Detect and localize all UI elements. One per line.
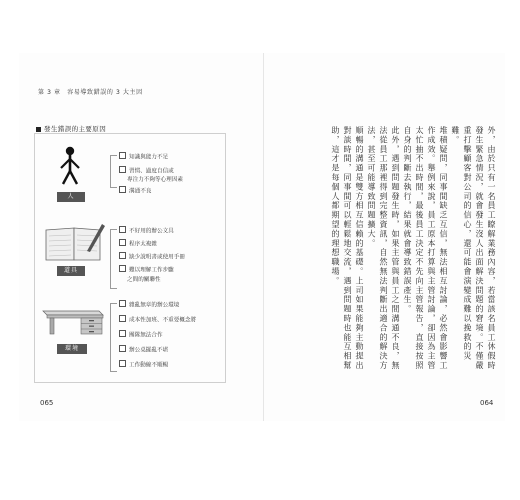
notebook-pen-icon [44,224,106,262]
checkbox-icon [119,186,126,193]
page-number-right: 064 [480,399,494,407]
reason-text: 團隊無法合作 [129,332,163,339]
bracket-environment [110,303,117,372]
section-label-person: 人 [57,192,85,202]
checkbox-icon [119,152,126,159]
paragraph: 此外，遇到問題發生時，如果主管與員工之間溝通不良，無法從員工那裡得到完整資訊，自然無法判斷出適合的解決方法，甚至可能導致問題擴大。 [367,126,400,371]
chapter-header: 第 3 章 容易導致錯誤的 3 大主因 [38,89,143,96]
reason-continuation: 之間的關聯性 [127,277,161,283]
paragraph: 外，由於只有一名員工瞭解業務內容，若當該名員工休假時發生緊急情況，就會發生沒人出面解決問題的窘境。不僅嚴重打擊顧客對公司的信心，還可能會演變成難以挽救的災難。 [451,126,496,371]
reason-item [119,360,168,370]
checkbox-icon [119,360,126,367]
checkbox-icon [119,330,126,337]
reason-item [119,315,196,325]
figure-title [36,124,106,133]
body-text-vertical [297,126,497,374]
bullet-square-icon [36,127,41,132]
reason-item [119,345,168,355]
reason-item [119,186,151,196]
reason-item [119,330,163,340]
reason-item [119,239,157,249]
checkbox-icon [119,252,126,259]
reason-item [119,252,185,262]
reason-text: 缺少說明書或使用手冊 [129,254,185,261]
page-gutter [263,53,264,421]
reason-text: 不好用的辦公文具 [129,228,174,235]
section-label-tools: 道具 [57,266,85,276]
person-stick-figure-icon [57,146,83,186]
reason-text: 習慣、過度自信或 [129,168,174,175]
reason-text: 辦公桌擺亂不堪 [129,347,169,354]
reason-text: 溝通不良 [129,188,152,195]
reason-item [119,152,168,162]
paragraph: 堆積疑問，同事間缺乏互信，無法相互討論，必然會影響工作成效。舉例來說，員工原本打算與主管討論，卻因為主管太忙抽不出時間，最後員工決定不先向主管報告，直接按照自身的判斷去執行，結果就會導致錯誤產生。 [403,126,448,371]
checkbox-icon [119,300,126,307]
reason-text: 工作動線不順暢 [129,362,169,369]
checkbox-icon [119,226,126,233]
reason-text: 成本性加班、不重要概念將 [129,317,197,324]
paragraph: 順暢的溝通是雙方相互信賴的基礎。上司如果能夠主動提出對談時間，同事間可以輕鬆地交流，遇到問題時也能互相幫助，這才是每個人都期望的理想職場。 [331,126,364,371]
bracket-tools [110,229,117,289]
section-label-environment: 環境 [57,344,87,354]
checkbox-icon [119,239,126,246]
reason-text: 難以理解工作步驟 [129,267,174,274]
reason-text: 雜亂無章的辦公環境 [129,302,180,309]
reason-text: 知識與能力不足 [129,154,169,161]
reason-continuation: 專注力不夠等心理因素 [127,177,183,183]
checkbox-icon [119,345,126,352]
checkbox-icon [119,166,126,173]
figure-title-text: 發生錯誤的主要原因 [44,125,107,133]
page-number-left: 065 [40,399,54,407]
reason-item [119,226,174,236]
checkbox-icon [119,315,126,322]
checkbox-icon [119,265,126,272]
reason-item [119,300,179,310]
bracket-person [110,155,117,188]
reason-text: 程序太複雜 [129,241,157,248]
office-desk-icon [41,308,105,336]
reason-item [119,265,174,275]
